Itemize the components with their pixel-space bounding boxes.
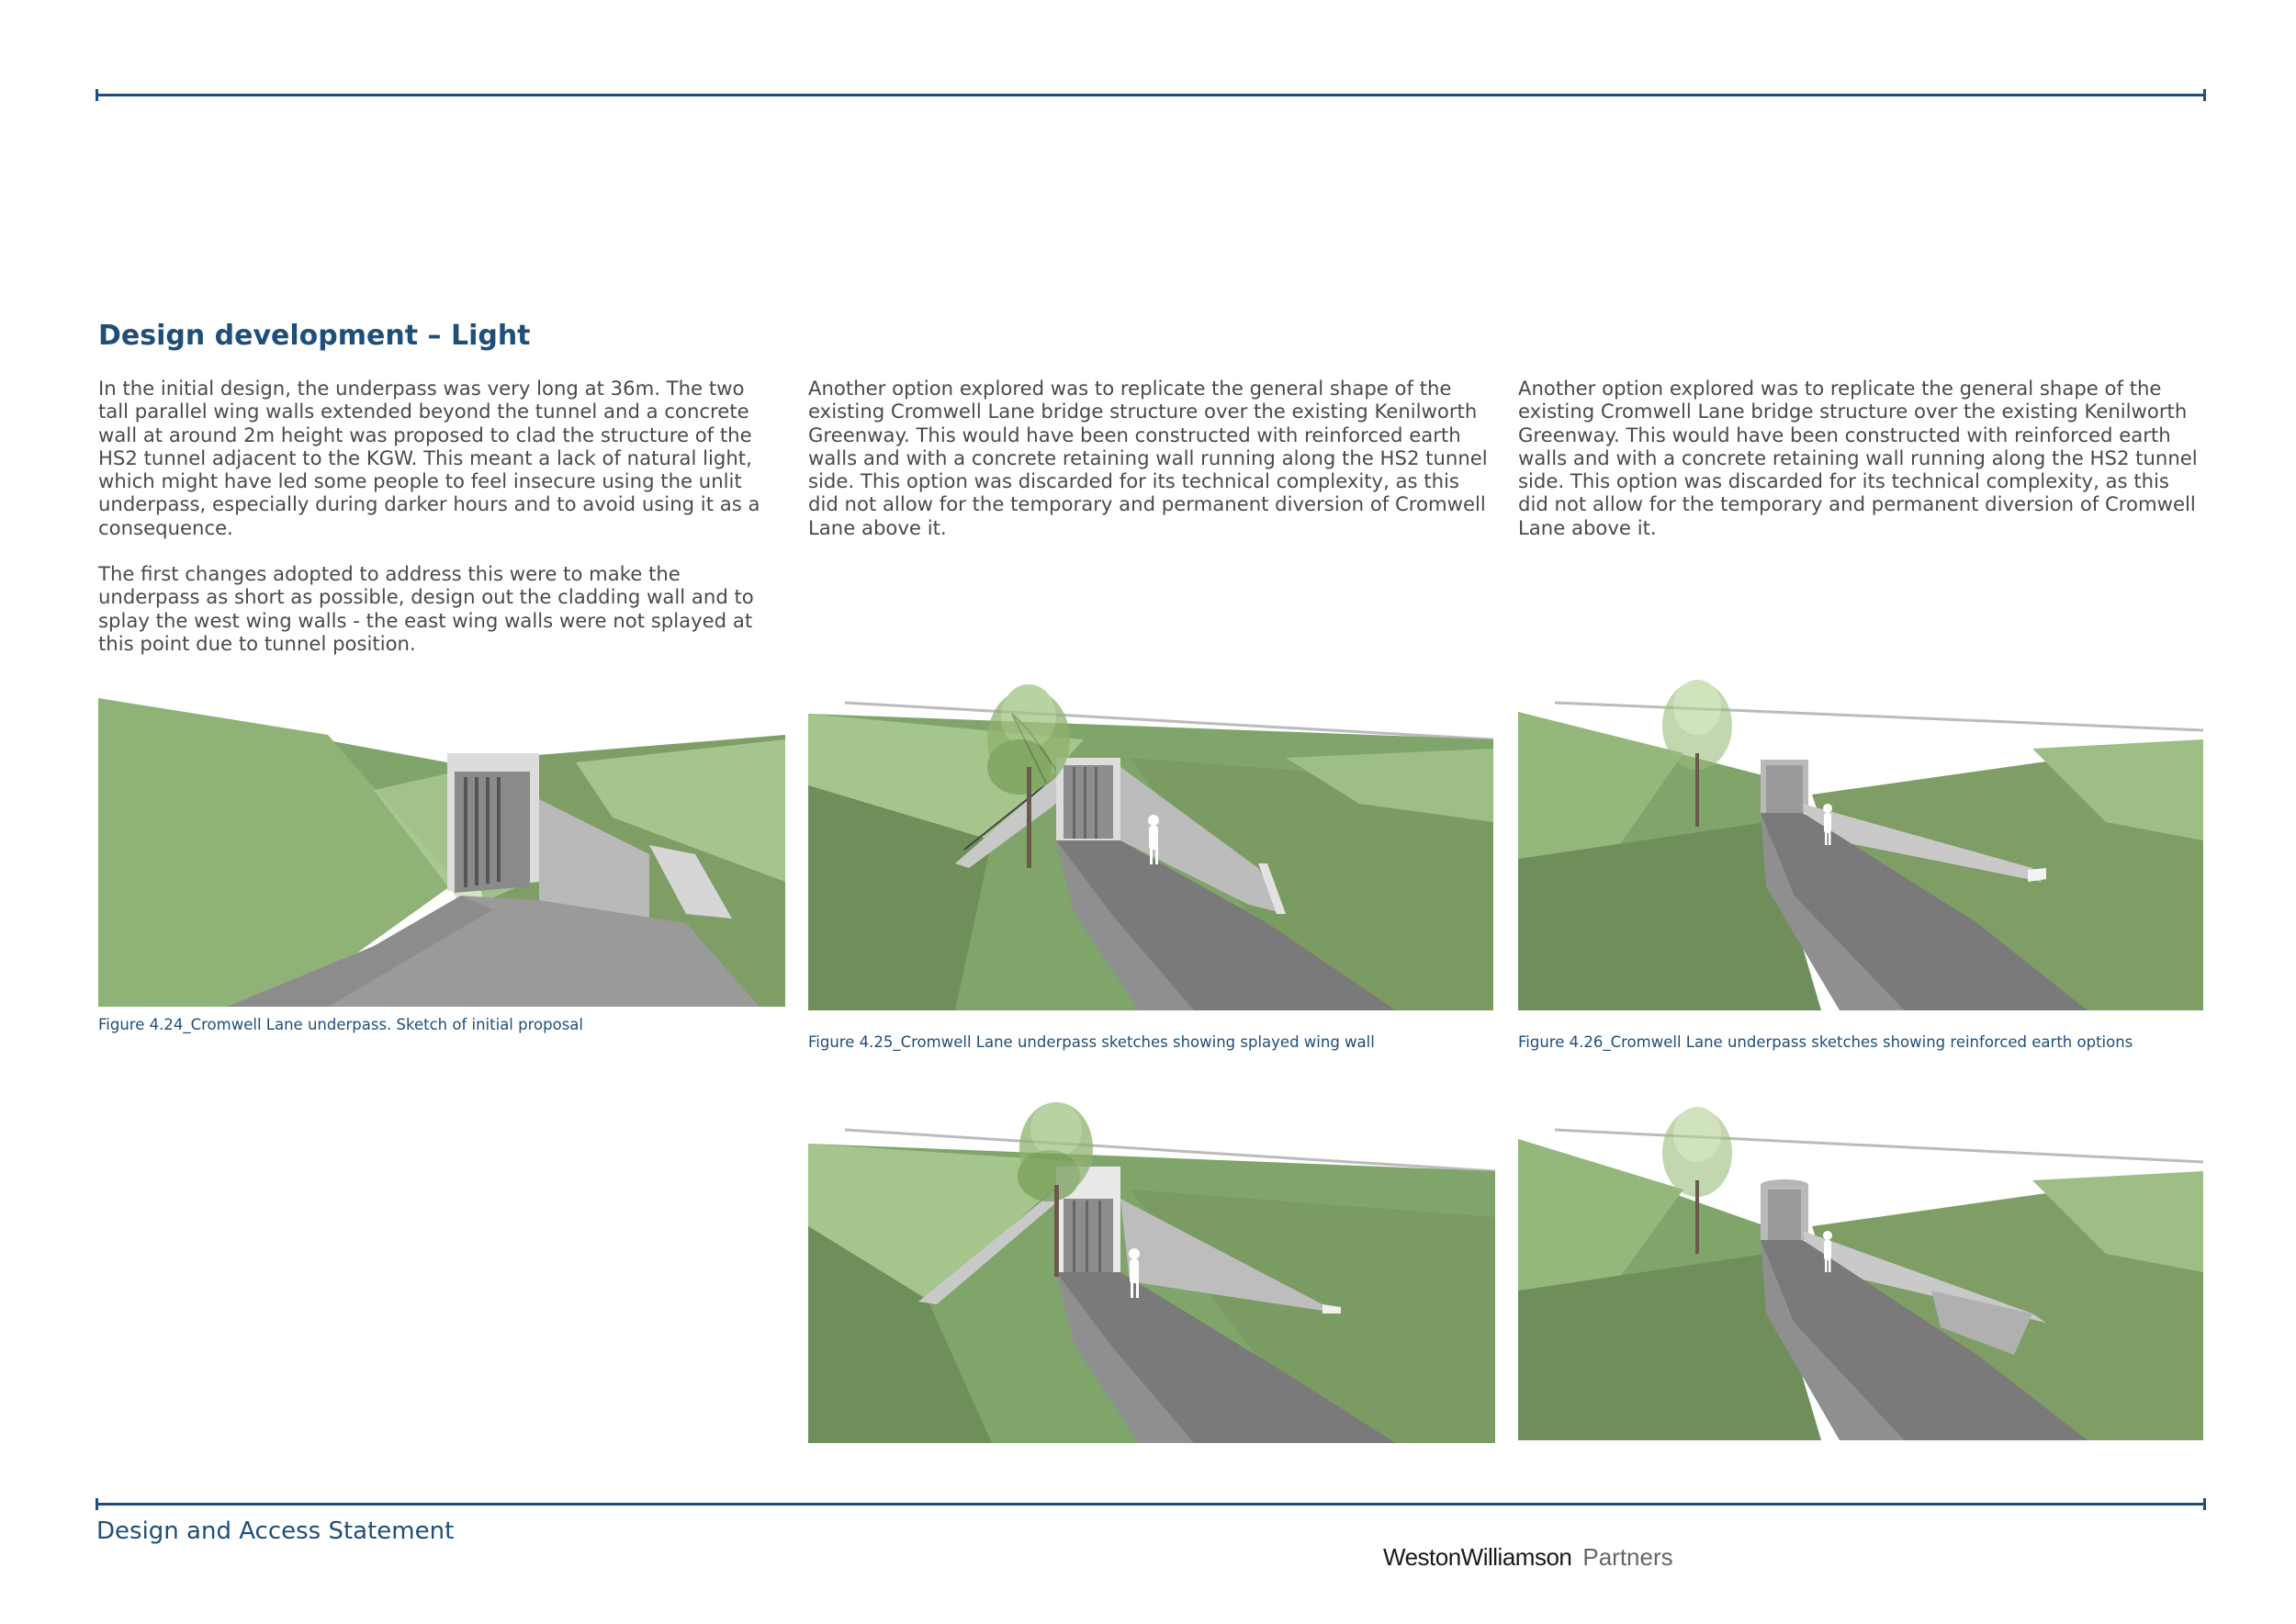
bottom-rule [96, 1503, 2206, 1506]
paragraph: The first changes adopted to address this were to make the underpass as short as possible, design out the cladding wall and to splay the west wing walls - the east wing walls were not splayed at this point due to tunnel position. [98, 562, 754, 655]
footer-title: Design and Access Statement [96, 1517, 455, 1545]
figure-4-24-sketch [98, 698, 785, 1007]
body-column-1 [98, 377, 773, 678]
paragraph: In the initial design, the underpass was very long at 36m. The two tall parallel wing walls extended beyond the tunnel and a concrete wall at around 2m height was proposed to clad the structure of the HS2 tunnel adjacent to the KGW. This meant a lack of natural light, which might have led some people to feel insecure using the unlit underpass, especially during darker hours and to avoid using it as a consequence. [98, 377, 760, 539]
brand-secondary: Partners [1582, 1543, 1673, 1571]
figure-4-24-caption: Figure 4.24_Cromwell Lane underpass. Sketch of initial proposal [98, 1016, 583, 1033]
body-column-3 [1518, 377, 2202, 562]
figure-4-25-caption: Figure 4.25_Cromwell Lane underpass sketches showing splayed wing wall [808, 1033, 1375, 1051]
paragraph: Another option explored was to replicate the general shape of the existing Cromwell Lane bridge structure over the existing Kenilworth Greenway. This would have been constructed with reinforced earth walls and with a concrete retaining wall running along the HS2 tunnel side. This option was discarded for its technical complexity, as this did not allow for the temporary and permanent diversion of Cromwell Lane above it. [808, 377, 1488, 539]
figure-4-26-sketch-variant [1518, 1098, 2203, 1440]
figure-4-25-sketch-variant [808, 1098, 1495, 1443]
figure-4-26-caption: Figure 4.26_Cromwell Lane underpass sketches showing reinforced earth options [1518, 1033, 2133, 1051]
brand-primary: WestonWilliamson [1383, 1543, 1572, 1571]
top-rule [96, 94, 2206, 96]
brand-logo [1383, 1543, 1673, 1572]
body-column-2 [808, 377, 1492, 562]
figure-4-26-sketch [1518, 675, 2203, 1010]
page-title: Design development – Light [98, 320, 531, 352]
paragraph: Another option explored was to replicate the general shape of the existing Cromwell Lane bridge structure over the existing Kenilworth Greenway. This would have been constructed with reinforced earth walls and with a concrete retaining wall running along the HS2 tunnel side. This option was discarded for its technical complexity, as this did not allow for the temporary and permanent diversion of Cromwell Lane above it. [1518, 377, 2198, 539]
figure-4-25-sketch [808, 675, 1493, 1010]
